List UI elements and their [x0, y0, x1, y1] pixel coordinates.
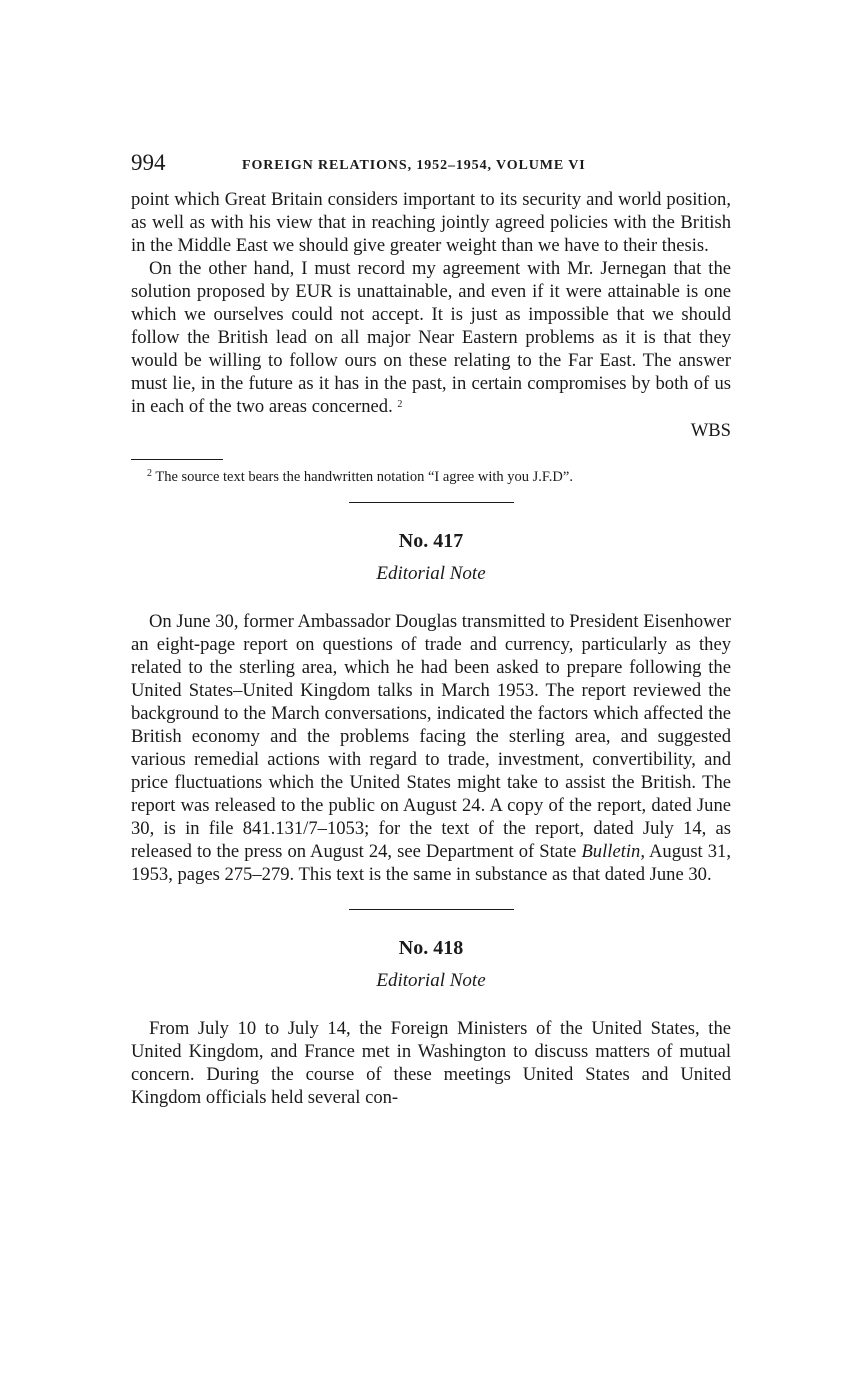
continued-paragraph: point which Great Britain considers important to its security and world position, as well as with his view that in reaching jointly agreed policies with the British in the Middle East we should give greater weight than we have to their thesis.: [131, 189, 731, 256]
document-type: Editorial Note: [376, 970, 486, 991]
document-page: [131, 150, 731, 1109]
publication-title: Bulletin,: [581, 841, 645, 862]
section-divider: [349, 502, 514, 503]
footnote-marker: 2: [147, 468, 152, 479]
running-head: [131, 150, 731, 180]
document-number: No. 417: [398, 530, 464, 552]
editorial-text: On June 30, former Ambassador Douglas transmitted to President Eisenhower an eight-page report on questions of trade and currency, particularly as they related to the sterling area, which he had been asked to prepare following the United States–United Kingdom talks in March 1953. The report reviewed the background to the March conversations, indicated the factors which affected the British economy and the problems facing the sterling area, and suggested various remedial actions with regard to trade, investment, convertibility, and price fluctuations which the United States might take to assist the British. The report was released to the public on August 24. A copy of the report, dated June 30, is in file 841.131/7–1053; for the text of the report, dated July 14, as released to the press on August 24, see Department of State: [131, 611, 731, 862]
editorial-note-paragraph: [131, 610, 731, 886]
document-type: Editorial Note: [376, 563, 486, 584]
editorial-text-end: August 31, 1953, pages 275–279. This text is the same in substance as that dated June 30.: [131, 841, 732, 885]
section-divider: [349, 909, 514, 910]
editorial-note-paragraph: From July 10 to July 14, the Foreign Ministers of the United States, the United Kingdom, and France met in Washington to discuss matters of mutual concern. During the course of these meetings United States and United Kingdom officials held several con-: [131, 1018, 731, 1108]
footnote-rule: [131, 459, 223, 460]
paragraph-text: On the other hand, I must record my agreement with Mr. Jernegan that the solution proposed by EUR is unattainable, and even if it were attainable is one which we ourselves could not accept. It is just as impossible that we should follow the British lead on all major Near Eastern problems as it is that they would be willing to follow ours on these relating to the Far East. The answer must lie, in the future as it has in the past, in certain compromises by both of us in each of the two areas concerned.: [131, 258, 731, 417]
footnote-text: The source text bears the handwritten notation “I agree with you J.F.D”.: [152, 469, 573, 485]
footnote-reference: 2: [397, 399, 403, 410]
body-paragraph: [131, 257, 731, 418]
page-number: 994: [131, 150, 166, 175]
document-number: No. 418: [398, 937, 464, 959]
footnote: [147, 468, 731, 486]
signature-initials: WBS: [690, 420, 731, 441]
running-title: FOREIGN RELATIONS, 1952–1954, VOLUME VI: [242, 158, 586, 173]
